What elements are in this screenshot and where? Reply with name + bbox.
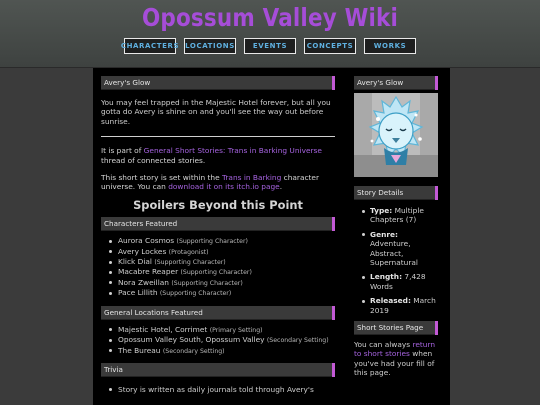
header-accent	[435, 76, 438, 90]
site-title[interactable]: Opossum Valley Wiki	[141, 3, 399, 32]
header-accent	[435, 321, 438, 335]
site-header	[0, 0, 540, 68]
page-title	[101, 76, 335, 90]
thread-link[interactable]: General Short Stories: Trans in Barking Universe	[143, 146, 322, 156]
universe-info	[101, 173, 335, 192]
character-link[interactable]: Avery Lockes	[118, 246, 167, 256]
header-accent	[332, 217, 335, 231]
detail-type	[370, 206, 438, 225]
story-details-list	[370, 206, 438, 315]
universe-text-mid: character universe. You can	[101, 173, 320, 192]
detail-length	[370, 272, 438, 291]
itchio-download-link[interactable]: download it on its itch.io page	[168, 182, 280, 192]
trivia-section-title: Trivia	[104, 364, 123, 374]
header-accent	[435, 186, 438, 200]
short-text-post: when you've had your fill of this page.	[354, 349, 435, 378]
story-summary: You may feel trapped in the Majestic Hotel forever, but all you gotta do Avery is shine on and you'll see the way out before sunrise.	[101, 98, 331, 126]
detail-value: 7,428 Words	[370, 272, 426, 291]
trivia-section-head	[101, 363, 335, 377]
list-item	[118, 325, 335, 335]
divider	[101, 136, 335, 137]
detail-label: Type:	[370, 206, 393, 215]
list-item	[118, 236, 335, 246]
sidebar	[354, 76, 438, 378]
universe-link[interactable]: Trans in Barking	[221, 173, 282, 183]
detail-label: Released:	[370, 296, 411, 306]
cover-image[interactable]	[354, 93, 438, 177]
character-link[interactable]: Macabre Reaper	[118, 267, 179, 277]
location-link[interactable]: The Bureau	[118, 345, 161, 355]
universe-text-post: .	[279, 182, 283, 192]
universe-text-pre: This short story is set within the	[101, 173, 222, 183]
characters-section-title: Characters Featured	[104, 219, 178, 229]
character-link[interactable]: Pace Lillith	[118, 288, 158, 298]
list-item	[118, 346, 335, 356]
location-role: (Primary Setting)	[209, 326, 263, 334]
list-item	[118, 257, 335, 267]
list-item	[118, 278, 335, 288]
character-role: (Supporting Character)	[159, 290, 232, 298]
list-item	[118, 247, 335, 257]
location-link[interactable]: Opossum Valley South, Opossum Valley	[118, 335, 265, 345]
thread-info	[101, 146, 335, 165]
main-content	[101, 76, 335, 401]
character-list	[118, 236, 335, 298]
character-role: (Supporting Character)	[171, 279, 243, 287]
list-item	[118, 335, 335, 345]
detail-label: Length:	[370, 272, 403, 282]
story-details-title: Story Details	[357, 188, 404, 197]
header-accent	[332, 306, 335, 320]
location-list	[118, 325, 335, 356]
page-title-text: Avery's Glow	[104, 78, 151, 87]
character-role: (Supporting Character)	[154, 259, 226, 267]
detail-label: Genre:	[370, 229, 398, 239]
sidebar-title-text: Avery's Glow	[357, 78, 404, 87]
thread-text-post: thread of connected stories.	[101, 155, 206, 165]
nav-concepts[interactable]: CONCEPTS	[304, 38, 356, 54]
locations-section-title: General Locations Featured	[104, 307, 203, 317]
short-text-pre: You can always	[354, 340, 413, 350]
character-link[interactable]: Klick Dial	[118, 257, 152, 267]
story-details-head	[354, 186, 438, 200]
character-role: (Supporting Character)	[180, 269, 252, 277]
short-stories-title: Short Stories Page	[357, 323, 424, 333]
character-role: (Protagonist)	[168, 248, 209, 256]
character-link[interactable]: Aurora Cosmos	[118, 236, 175, 246]
header-accent	[332, 363, 335, 377]
short-stories-head	[354, 321, 438, 335]
detail-released	[370, 296, 438, 315]
character-link[interactable]: Nora Zweillan	[118, 277, 169, 287]
spoilers-heading: Spoilers Beyond this Point	[133, 197, 303, 212]
detail-value: March 2019	[370, 296, 436, 315]
short-stories-text	[354, 340, 438, 378]
location-link[interactable]: Majestic Hotel, Corrimet	[118, 324, 208, 334]
location-role: (Secondary Setting)	[162, 347, 225, 355]
nav-characters[interactable]: CHARACTERS	[124, 38, 176, 54]
nav-locations[interactable]: LOCATIONS	[184, 38, 236, 54]
header-accent	[332, 76, 335, 90]
location-role: (Secondary Setting)	[266, 337, 329, 345]
main-nav	[0, 38, 540, 54]
thread-text-pre: It is part of	[101, 146, 144, 156]
character-portrait-icon	[354, 93, 438, 177]
detail-value: Multiple Chapters (7)	[370, 206, 424, 225]
detail-genre	[370, 230, 438, 268]
characters-section-head	[101, 217, 335, 231]
return-to-short-stories-link[interactable]: return to short stories	[354, 340, 436, 359]
sidebar-title	[354, 76, 438, 90]
list-item	[118, 288, 335, 298]
nav-works[interactable]: WORKS	[364, 38, 416, 54]
character-role: (Supporting Character)	[176, 238, 248, 246]
detail-value: Adventure, Abstract, Supernatural	[370, 239, 418, 268]
nav-events[interactable]: EVENTS	[244, 38, 296, 54]
list-item	[118, 267, 335, 277]
list-item: Story is written as daily journals told through Avery's	[118, 385, 335, 394]
locations-section-head	[101, 306, 335, 320]
trivia-list	[118, 385, 335, 394]
